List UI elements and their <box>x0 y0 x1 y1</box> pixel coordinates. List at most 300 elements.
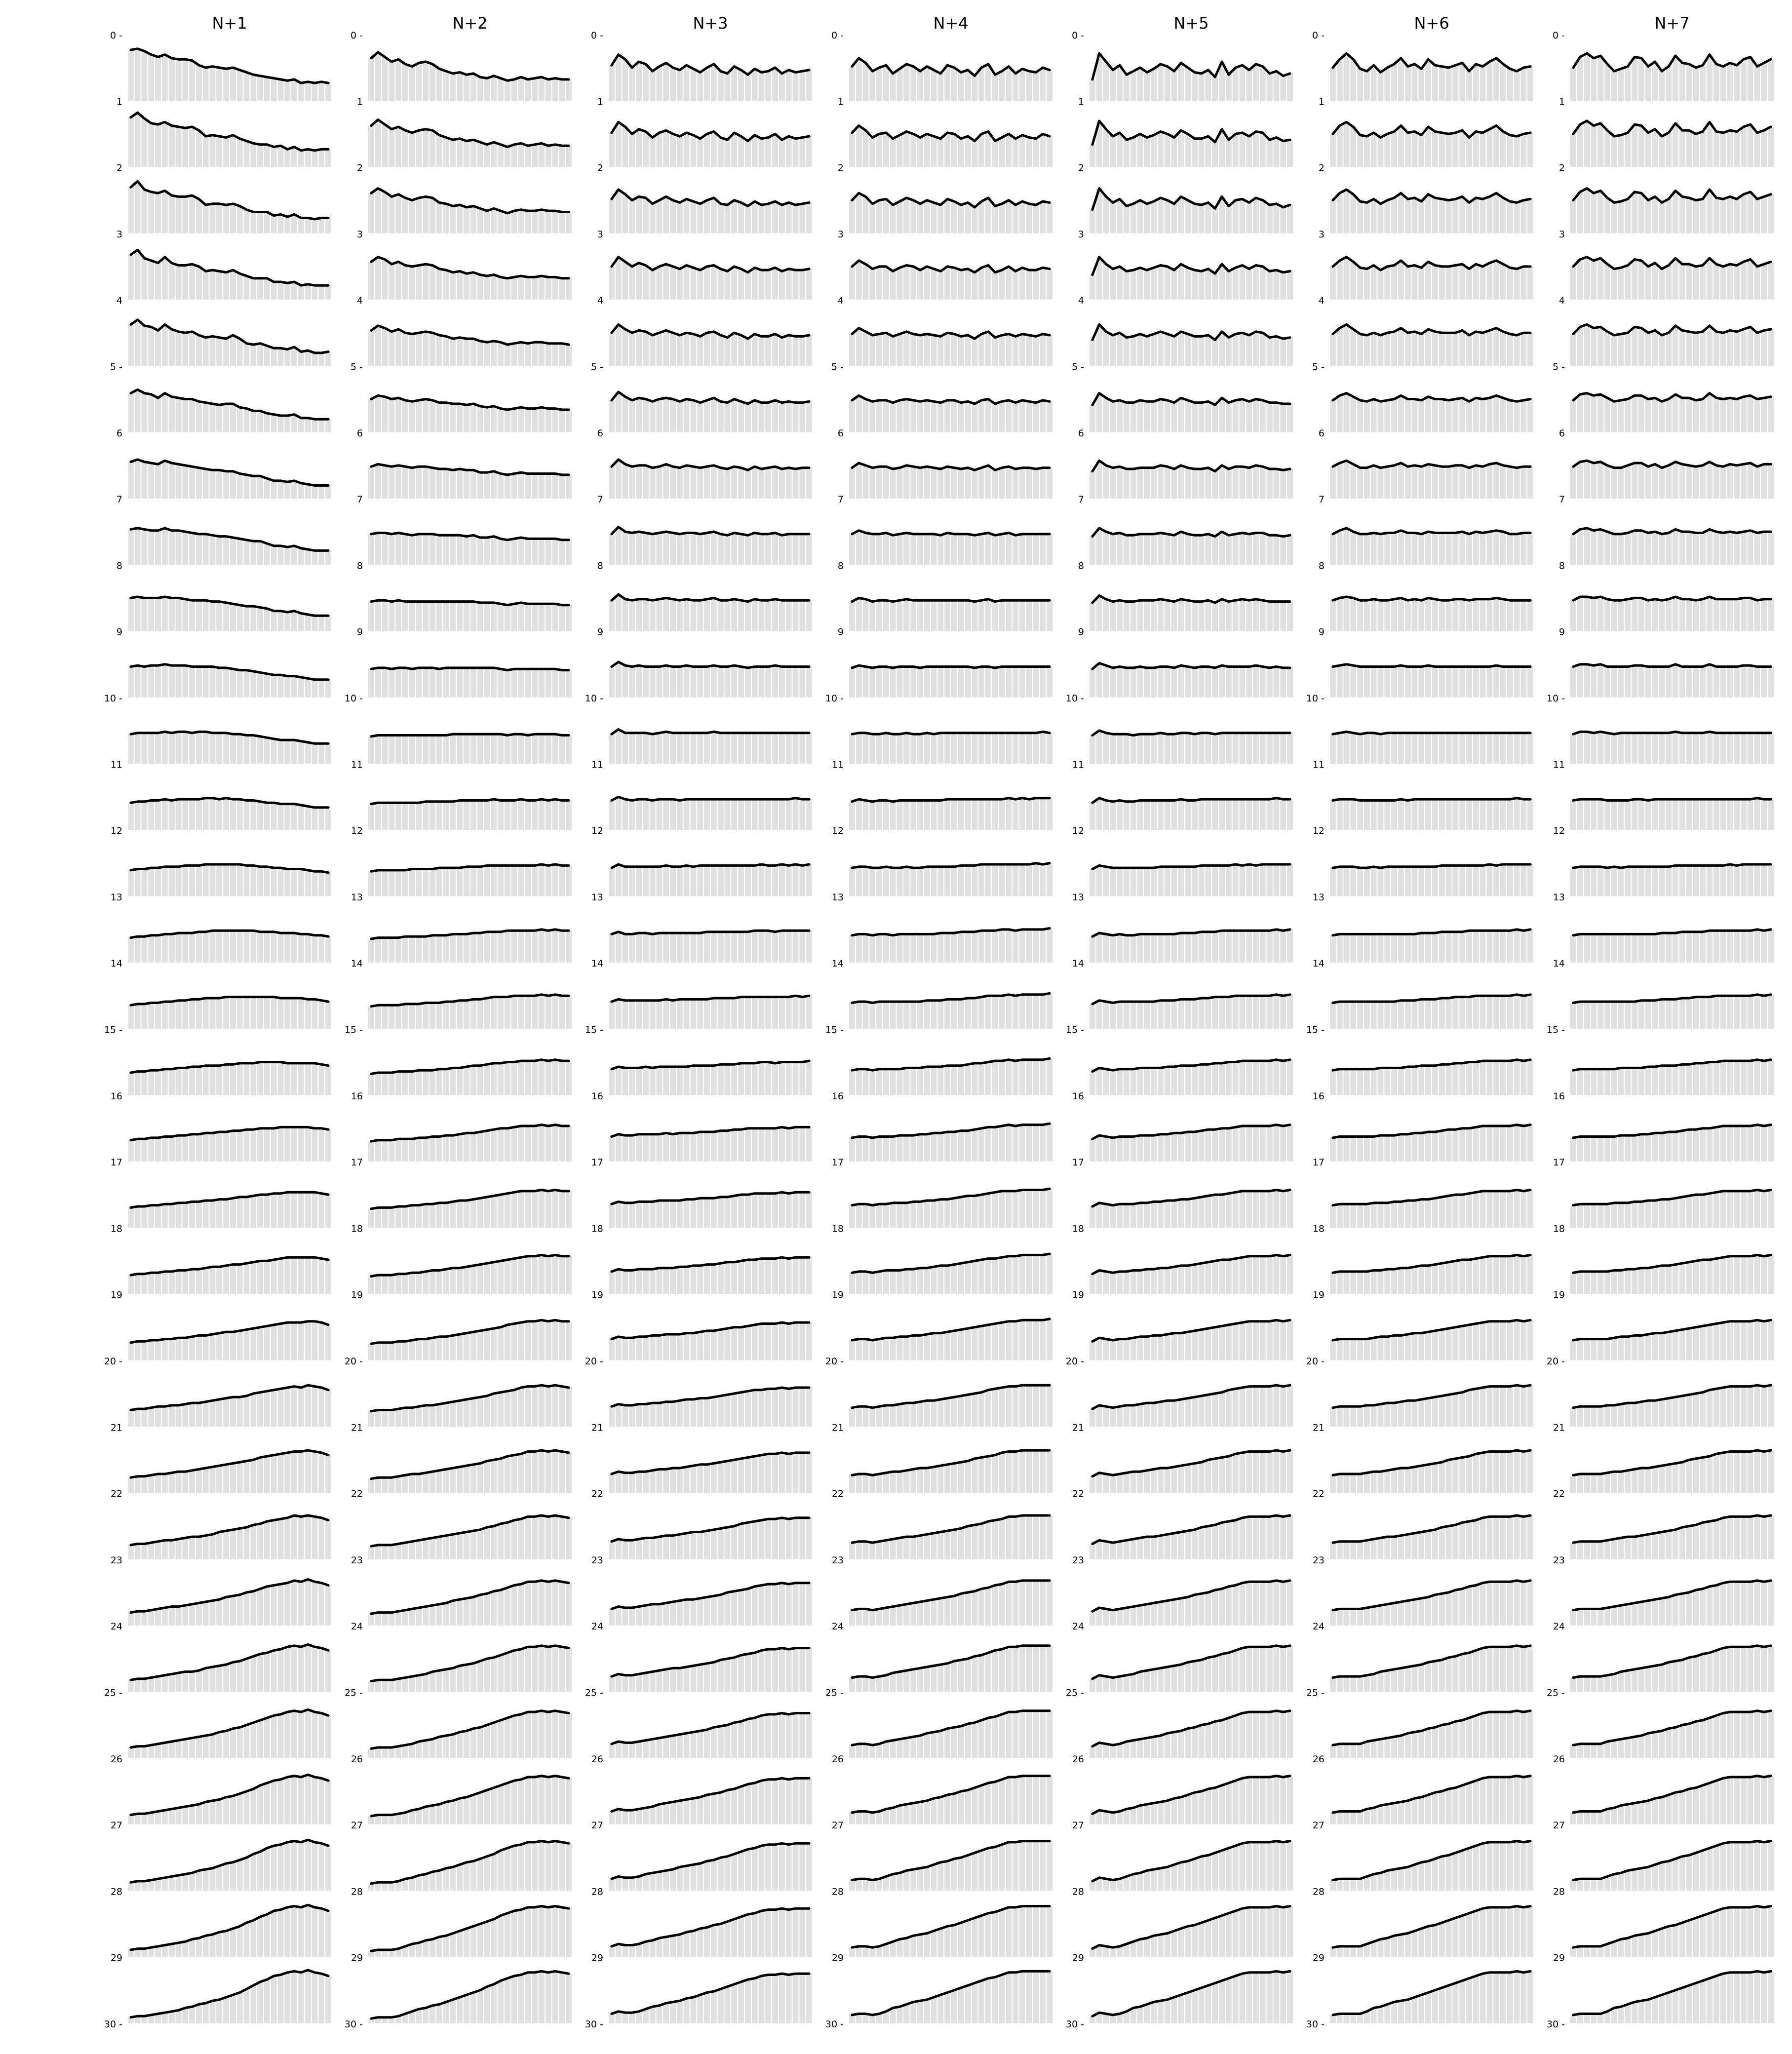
bar <box>416 1138 422 1162</box>
bar <box>978 468 984 499</box>
series-line <box>852 732 1050 734</box>
bar <box>691 135 697 167</box>
bar <box>1124 1608 1130 1626</box>
bar <box>298 1712 304 1758</box>
bar <box>148 935 154 963</box>
bar <box>244 606 250 631</box>
bar <box>978 1524 984 1559</box>
bar <box>470 1926 476 1957</box>
bar <box>978 1785 984 1824</box>
bar <box>765 403 771 432</box>
bar <box>505 1783 510 1824</box>
bar <box>1260 133 1266 167</box>
bar <box>1158 131 1164 167</box>
bar <box>142 393 148 432</box>
bar <box>876 1069 882 1095</box>
bar <box>566 1388 572 1427</box>
panel-col1-row19 <box>128 1257 331 1294</box>
bar <box>169 195 175 233</box>
bar <box>271 481 277 499</box>
bar <box>1110 335 1116 366</box>
bar <box>162 1810 168 1824</box>
bar <box>1130 270 1136 300</box>
bar <box>1019 864 1025 896</box>
bar <box>1185 600 1191 631</box>
bar <box>725 733 731 764</box>
bar <box>1117 800 1123 830</box>
bar <box>752 865 758 896</box>
bar <box>237 1131 243 1162</box>
bar <box>470 933 476 963</box>
bar <box>1026 930 1032 963</box>
bar <box>910 1469 916 1493</box>
bar <box>491 932 497 963</box>
y-tick-label: 5 - <box>1072 361 1084 373</box>
bar <box>169 800 175 830</box>
bar <box>917 1935 923 1957</box>
bar <box>491 1984 497 2023</box>
bar <box>244 73 250 101</box>
bar <box>210 336 216 366</box>
bar <box>863 130 869 167</box>
bar <box>937 139 943 167</box>
bar <box>1103 1406 1109 1427</box>
bar <box>779 338 785 366</box>
bar <box>985 1588 991 1626</box>
bar <box>765 930 771 963</box>
bar <box>1006 1060 1012 1095</box>
bar <box>477 1727 483 1758</box>
bar <box>416 400 422 432</box>
bar <box>484 342 490 366</box>
bar <box>518 538 524 565</box>
bar <box>539 669 545 697</box>
bar <box>325 1781 331 1824</box>
bar <box>196 999 202 1029</box>
bar <box>436 469 442 499</box>
bar <box>643 465 649 499</box>
bar <box>1144 600 1150 631</box>
bar <box>890 74 896 101</box>
bar <box>1006 1191 1012 1228</box>
bar <box>142 666 148 697</box>
bar <box>223 404 229 432</box>
bar <box>216 733 222 764</box>
column-4 <box>825 30 1052 2030</box>
bar <box>1226 271 1232 299</box>
bar <box>1096 1405 1102 1427</box>
bar <box>697 468 703 499</box>
bar <box>636 1337 642 1360</box>
bar <box>937 403 943 432</box>
bar <box>244 736 250 764</box>
bar <box>1219 1589 1225 1626</box>
bar <box>457 1134 463 1162</box>
bar <box>711 1991 717 2023</box>
bar <box>318 1648 324 1692</box>
bar <box>924 733 930 764</box>
bar <box>318 616 324 631</box>
bar <box>1110 136 1116 167</box>
bar <box>972 1983 977 2023</box>
bar <box>1192 1595 1198 1626</box>
bar <box>684 1467 690 1493</box>
bar <box>772 1649 778 1692</box>
bar <box>863 1542 869 1559</box>
bar <box>876 134 882 167</box>
bar <box>566 670 572 698</box>
bar <box>1158 1468 1164 1493</box>
bar <box>1274 336 1280 366</box>
bar <box>477 800 483 830</box>
bar <box>636 1876 642 1891</box>
bar <box>443 1203 449 1228</box>
bar <box>216 405 222 432</box>
bar <box>189 127 195 167</box>
bar <box>128 1073 134 1095</box>
bar <box>210 1868 216 1891</box>
bar <box>1026 1581 1032 1626</box>
bar <box>1253 1256 1259 1294</box>
bar <box>368 330 374 366</box>
bar <box>772 1780 778 1824</box>
bar <box>1040 1255 1046 1294</box>
panel-col5-row26 <box>1090 1711 1293 1758</box>
bar <box>505 1456 510 1493</box>
bar <box>738 733 744 764</box>
bar <box>765 71 771 101</box>
bar <box>883 133 889 167</box>
bar <box>1226 1653 1232 1692</box>
bar <box>552 1450 558 1493</box>
bar <box>890 1137 896 1162</box>
bar <box>264 1718 270 1758</box>
bar <box>423 1807 429 1824</box>
bar <box>1171 469 1177 499</box>
bar <box>1226 1587 1232 1626</box>
bar <box>725 1725 731 1758</box>
panel-col5-row3 <box>1090 189 1293 233</box>
bar <box>931 934 937 962</box>
bar <box>505 1062 510 1095</box>
bar <box>264 77 270 101</box>
bar <box>1026 1190 1032 1228</box>
bar <box>903 1269 909 1294</box>
bar <box>985 1978 991 2023</box>
bar <box>931 1732 937 1758</box>
panel-col4-row28 <box>849 1841 1052 1891</box>
bar <box>291 1711 297 1758</box>
bar <box>1226 535 1232 565</box>
bar <box>284 482 290 499</box>
bar <box>704 932 710 963</box>
bar <box>416 869 422 896</box>
panel-col4-row2 <box>849 126 1052 167</box>
panel-col4-row17 <box>849 1124 1052 1162</box>
bar <box>772 799 778 830</box>
bar <box>498 997 504 1029</box>
bar <box>155 57 161 101</box>
bar <box>128 393 134 432</box>
bar <box>978 1720 984 1758</box>
bar <box>416 1474 422 1493</box>
bar <box>999 1257 1005 1294</box>
bar <box>629 200 635 233</box>
bar <box>511 669 517 697</box>
bar <box>464 1665 469 1692</box>
bar <box>670 399 676 432</box>
bar <box>1006 67 1012 101</box>
bar <box>890 1338 896 1360</box>
bar <box>718 1263 724 1294</box>
bar <box>772 1128 778 1162</box>
bar <box>155 193 161 233</box>
bar <box>1110 401 1116 432</box>
bar <box>910 1002 916 1029</box>
bar <box>470 1531 476 1559</box>
bar <box>1212 471 1218 499</box>
bar <box>142 1274 148 1294</box>
bar <box>965 269 971 300</box>
bar <box>498 539 504 565</box>
bar <box>657 1001 662 1029</box>
bar <box>284 349 290 366</box>
bar <box>616 55 622 101</box>
bar <box>917 1468 923 1493</box>
bar <box>443 668 449 698</box>
bar <box>128 1207 134 1228</box>
bar <box>1287 1646 1293 1692</box>
bar <box>162 393 168 432</box>
bar <box>697 933 703 963</box>
bar <box>910 1537 916 1559</box>
bar <box>1130 668 1136 698</box>
bar <box>1253 465 1259 499</box>
bar <box>657 200 662 233</box>
bar <box>1006 1125 1012 1162</box>
bar <box>1026 1515 1032 1559</box>
bar <box>539 930 545 963</box>
bar <box>539 1320 545 1360</box>
bar <box>1192 602 1198 631</box>
bar <box>1267 1191 1273 1228</box>
bar <box>1040 268 1046 300</box>
bar <box>155 124 161 167</box>
bar <box>779 799 785 830</box>
bar <box>230 335 236 366</box>
bar <box>312 83 318 101</box>
bar <box>1006 1256 1012 1294</box>
bar <box>491 603 497 631</box>
bar <box>189 933 195 963</box>
bar <box>972 1196 977 1228</box>
bar <box>250 1723 256 1758</box>
bar <box>559 1321 565 1360</box>
bar <box>643 64 649 101</box>
bar <box>999 1780 1005 1824</box>
bar <box>382 1545 388 1559</box>
bar <box>257 867 263 896</box>
bar <box>1019 1646 1025 1692</box>
bar <box>951 334 957 366</box>
panel-col4-row18 <box>849 1189 1052 1228</box>
bar <box>312 871 318 896</box>
bar <box>657 666 662 697</box>
bar <box>423 2008 429 2023</box>
bar <box>1151 268 1157 300</box>
bar <box>684 199 690 233</box>
bar <box>148 1677 154 1692</box>
bar <box>402 198 408 233</box>
bar <box>1165 600 1170 631</box>
y-tick-label: 6 <box>116 427 122 439</box>
panel-col3-row9 <box>609 594 812 631</box>
bar <box>518 1910 524 1957</box>
bar <box>1006 1321 1012 1360</box>
bar <box>525 539 531 565</box>
bar <box>395 1005 401 1029</box>
bar <box>464 1797 469 1824</box>
bar <box>1246 1387 1252 1427</box>
y-tick-label: 14 <box>831 958 844 969</box>
bar <box>985 1259 991 1294</box>
bar <box>1110 1205 1116 1228</box>
bar <box>765 600 771 631</box>
bar <box>718 600 724 631</box>
bar <box>931 1467 937 1493</box>
bar <box>793 1062 799 1095</box>
bar <box>1047 1515 1052 1559</box>
bar <box>135 1476 141 1493</box>
bar <box>657 1938 662 1957</box>
bar <box>1171 71 1177 101</box>
bar <box>484 1461 490 1493</box>
panel-col2-row30 <box>368 1971 572 2023</box>
bar <box>375 600 381 631</box>
bar <box>532 78 538 101</box>
bar <box>169 1339 175 1360</box>
bar <box>505 1391 510 1427</box>
bar <box>1240 1453 1246 1493</box>
bar <box>1130 1204 1136 1228</box>
bar <box>176 1673 182 1692</box>
bar <box>155 1340 161 1360</box>
bar <box>697 1665 703 1692</box>
bar <box>1040 134 1046 167</box>
bar <box>670 533 676 565</box>
bar <box>684 933 690 963</box>
bar <box>958 733 964 764</box>
y-tick-label: 29 <box>1312 1952 1325 1964</box>
bar <box>409 468 415 499</box>
bar <box>566 1583 572 1626</box>
y-tick-label: 10 - <box>1065 693 1084 704</box>
y-tick-label: 24 <box>1312 1621 1325 1632</box>
bar <box>291 147 297 167</box>
bar <box>972 602 977 631</box>
bar <box>477 1265 483 1294</box>
bar <box>1171 1864 1177 1891</box>
bar <box>162 1069 168 1095</box>
bar <box>148 1813 154 1824</box>
bar <box>491 208 497 233</box>
bar <box>284 416 290 432</box>
bar <box>643 599 649 631</box>
bar <box>210 1133 216 1161</box>
bar <box>298 1582 304 1626</box>
bar <box>250 930 256 963</box>
bar <box>443 1069 449 1095</box>
bar <box>402 130 408 167</box>
bar <box>643 1001 649 1029</box>
bar <box>271 415 277 432</box>
panel-col4-row13 <box>849 863 1052 896</box>
bar <box>196 1469 202 1493</box>
bar <box>663 1669 669 1692</box>
bar <box>416 534 422 565</box>
bar <box>162 55 168 101</box>
y-tick-label: 19 <box>1312 1289 1325 1301</box>
bar <box>498 409 504 432</box>
bar <box>1013 930 1018 963</box>
bar <box>368 193 374 233</box>
y-tick-label: 1 <box>597 96 603 108</box>
bar <box>182 1404 188 1427</box>
bar <box>863 867 869 896</box>
bar <box>1178 465 1184 499</box>
bar <box>1117 1406 1123 1427</box>
bar <box>725 932 731 963</box>
bar <box>135 869 141 896</box>
bar <box>978 1393 984 1427</box>
bar <box>718 998 724 1029</box>
bar <box>135 320 141 366</box>
bar <box>325 1586 331 1626</box>
bar <box>264 278 270 300</box>
bar <box>697 1132 703 1162</box>
bar <box>416 736 422 764</box>
bar <box>402 534 408 565</box>
bar <box>951 733 957 764</box>
bar <box>244 997 250 1029</box>
bar <box>856 531 862 565</box>
bar <box>1096 1068 1102 1095</box>
bar <box>318 285 324 300</box>
y-tick-label: 29 <box>831 1952 844 1964</box>
bar <box>176 1741 182 1758</box>
bar <box>951 999 957 1029</box>
bar <box>609 600 615 631</box>
bar <box>271 216 277 233</box>
bar <box>643 867 649 896</box>
bar <box>429 1204 435 1228</box>
bar <box>616 460 622 499</box>
bar <box>189 332 195 366</box>
y-tick-label: 29 <box>1072 1952 1084 1964</box>
bar <box>711 1662 717 1692</box>
bar <box>162 461 168 499</box>
bar <box>1124 802 1130 830</box>
bar <box>162 191 168 233</box>
bar <box>389 1140 394 1162</box>
bar <box>1026 1385 1032 1427</box>
bar <box>552 1190 558 1228</box>
bar <box>559 1516 565 1559</box>
panel-col1-row13 <box>128 864 331 896</box>
panel-col4-row21 <box>849 1385 1052 1427</box>
bar <box>525 800 531 830</box>
bar <box>629 1135 635 1162</box>
